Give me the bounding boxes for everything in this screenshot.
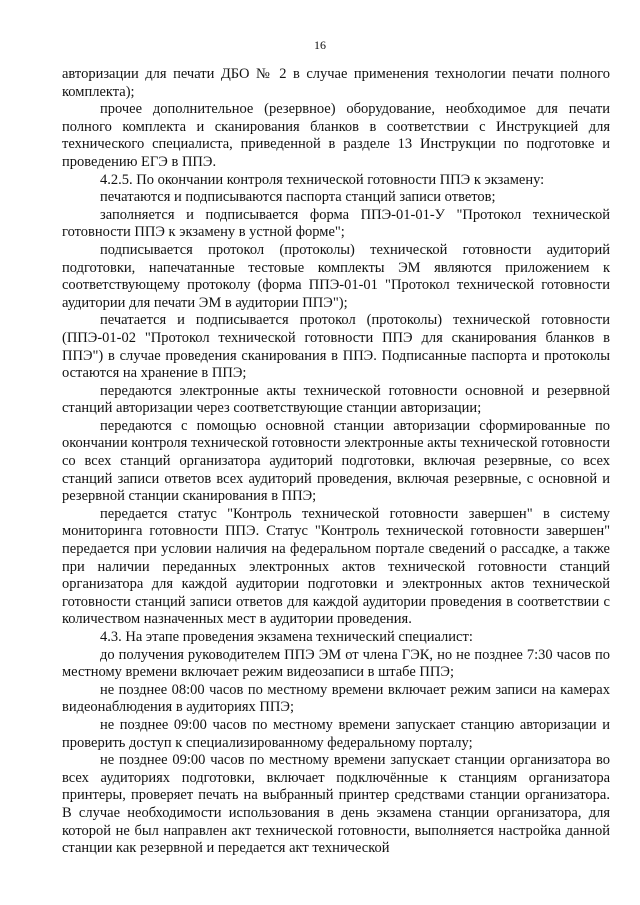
paragraph: передаются электронные акты технической готовности основной и резервной станций авторизации через соответствующие станции авторизации; [62, 382, 610, 417]
paragraph: авторизации для печати ДБО № 2 в случае применения технологии печати полного комплекта); [62, 66, 610, 100]
paragraph: до получения руководителем ППЭ ЭМ от члена ГЭК, но не позднее 7:30 часов по местному времени включает режим видеозаписи в штабе ППЭ; [62, 646, 610, 681]
paragraph: печатается и подписывается протокол (протоколы) технической готовности (ППЭ-01-02 "Протокол технической готовности ППЭ для сканирования бланков в ППЭ") в случае проведения сканирования в ППЭ. Подписанные паспорта и протоколы остаются на хранение в ППЭ; [62, 312, 610, 382]
paragraph: не позднее 08:00 часов по местному времени включает режим записи на камерах видеонаблюдения в аудиториях ППЭ; [62, 681, 610, 716]
paragraph: печатаются и подписываются паспорта станций записи ответов; [100, 189, 496, 206]
paragraph: передаются с помощью основной станции авторизации сформированные по окончании контроля технической готовности электронные акты технической готовности со всех станций организатора аудиторий подготовки, включая резервные, со всех станций записи ответов всех аудиторий проведения, включая резервные, с основной и резервной станции сканирования в ППЭ; [62, 417, 610, 505]
paragraph: 4.2.5. По окончании контроля технической готовности ППЭ к экзамену: [100, 171, 545, 188]
paragraph: не позднее 09:00 часов по местному времени запускает станции организатора во всех аудиториях подготовки, включает подключённые к станциям организатора принтеры, проверяет печать на выбранный принтер средствами станции организатора. В случае необходимости использования в день экзамена станции организатора, для которой не был направлен акт технической готовности, выполняется настройка данной станции как резервной и передается акт технической [62, 752, 610, 857]
paragraph: 4.3. На этапе проведения экзамена технический специалист: [100, 629, 473, 645]
paragraph: прочее дополнительное (резервное) оборудование, необходимое для печати полного комплекта и сканирования бланков в соответствии с Инструкцией для технического специалиста, приведенной в разделе 13 Инструкции по подготовке и проведению ЕГЭ в ППЭ. [62, 101, 610, 170]
paragraph: не позднее 09:00 часов по местному времени запускает станцию авторизации и проверить доступ к специализированному федеральному порталу; [62, 716, 610, 751]
paragraph: передается статус "Контроль технической готовности завершен" в систему мониторинга готовности ППЭ. Статус "Контроль технической готовности завершен" передается при условии наличия на федеральном портале сведений о рассадке, а также при наличии переданных электронных актов технической готовности станций организатора для каждой аудитории подготовки и электронных актов технической готовности станций записи ответов для каждой аудитории проведения в соответствии с количеством назначенных мест в аудитории проведения. [62, 505, 610, 628]
paragraph: заполняется и подписывается форма ППЭ-01-01-У "Протокол технической готовности ППЭ к экзамену в устной форме"; [62, 206, 610, 241]
document-body [62, 66, 610, 858]
paragraph: подписывается протокол (протоколы) технической готовности аудиторий подготовки, напечатанные тестовые комплекты ЭМ являются приложением к соответствующему протоколу (форма ППЭ-01-01 "Протокол технической готовности аудитории для печати ЭМ в аудитории ППЭ"); [62, 241, 610, 311]
page-number: 16 [314, 38, 326, 52]
